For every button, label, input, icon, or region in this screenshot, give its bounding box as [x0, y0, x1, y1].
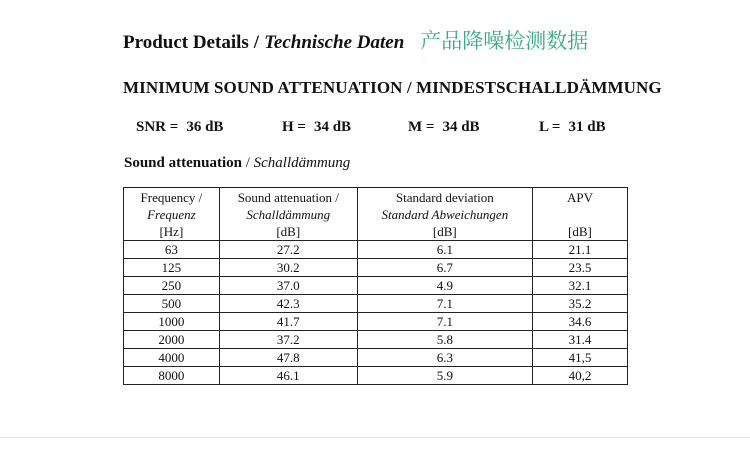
table-row — [124, 241, 628, 259]
cell-attenuation: 46.1 — [219, 367, 357, 385]
ratings-row — [0, 119, 750, 139]
rating-value: 34 dB — [442, 119, 480, 135]
header-frequency — [124, 188, 220, 241]
title-german: Technische Daten — [264, 32, 405, 53]
header-line: Sound attenuation / — [237, 190, 339, 205]
cell-std-deviation: 7.1 — [357, 313, 532, 331]
rating-m — [408, 119, 480, 136]
rating-label: SNR = — [136, 119, 179, 135]
table-row — [124, 313, 628, 331]
header-line-german: Standard Abweichungen — [381, 207, 509, 222]
page-title — [123, 25, 588, 55]
attenuation-table — [123, 187, 628, 385]
cell-std-deviation: 6.7 — [357, 259, 532, 277]
cell-apv: 31.4 — [532, 331, 627, 349]
table-row — [124, 259, 628, 277]
table-row — [124, 331, 628, 349]
cell-std-deviation: 7.1 — [357, 295, 532, 313]
rating-label: H = — [282, 119, 306, 135]
title-english: Product Details — [123, 32, 249, 53]
header-unit: [Hz] — [159, 224, 184, 239]
cell-frequency: 8000 — [124, 367, 220, 385]
cell-attenuation: 37.0 — [219, 277, 357, 295]
title-separator: / — [253, 32, 260, 53]
cell-std-deviation: 5.8 — [357, 331, 532, 349]
rating-label: L = — [539, 119, 561, 135]
bottom-divider — [0, 437, 750, 438]
title-chinese: 产品降噪检测数据 — [420, 29, 589, 53]
cell-attenuation: 27.2 — [219, 241, 357, 259]
header-standard-deviation — [357, 188, 532, 241]
section-heading — [124, 155, 350, 172]
table-row — [124, 277, 628, 295]
cell-apv: 41,5 — [532, 349, 627, 367]
table-row — [124, 295, 628, 313]
rating-h — [282, 119, 351, 136]
header-unit: [dB] — [568, 224, 592, 239]
header-line: Frequency / — [140, 190, 203, 205]
header-unit: [dB] — [276, 224, 301, 239]
rating-value: 31 dB — [568, 119, 606, 135]
cell-std-deviation: 4.9 — [357, 277, 532, 295]
cell-apv: 21.1 — [532, 241, 627, 259]
cell-apv: 35.2 — [532, 295, 627, 313]
cell-std-deviation: 6.1 — [357, 241, 532, 259]
cell-apv: 32.1 — [532, 277, 627, 295]
cell-frequency: 4000 — [124, 349, 220, 367]
rating-snr — [136, 119, 223, 136]
table-header-row — [124, 188, 628, 241]
cell-attenuation: 42.3 — [219, 295, 357, 313]
header-line: Standard deviation — [395, 190, 494, 205]
header-sound-attenuation — [219, 188, 357, 241]
cell-frequency: 125 — [124, 259, 220, 277]
table-row — [124, 367, 628, 385]
cell-frequency: 63 — [124, 241, 220, 259]
cell-apv: 23.5 — [532, 259, 627, 277]
rating-l — [539, 119, 606, 136]
header-apv — [532, 188, 627, 241]
cell-attenuation: 41.7 — [219, 313, 357, 331]
header-line-german: Schalldämmung — [246, 207, 331, 222]
header-line: APV — [566, 190, 593, 205]
cell-frequency: 2000 — [124, 331, 220, 349]
cell-apv: 40,2 — [532, 367, 627, 385]
attenuation-heading: MINIMUM SOUND ATTENUATION / MINDESTSCHALLDÄMMUNG — [123, 78, 662, 97]
cell-std-deviation: 5.9 — [357, 367, 532, 385]
cell-attenuation: 30.2 — [219, 259, 357, 277]
rating-value: 36 dB — [186, 119, 224, 135]
section-heading-german: Schalldämmung — [253, 155, 351, 171]
cell-std-deviation: 6.3 — [357, 349, 532, 367]
section-heading-english: Sound attenuation — [124, 155, 242, 171]
header-unit: [dB] — [432, 224, 457, 239]
cell-attenuation: 37.2 — [219, 331, 357, 349]
header-line-empty — [535, 206, 625, 223]
rating-value: 34 dB — [313, 119, 352, 135]
cell-frequency: 250 — [124, 277, 220, 295]
section-heading-separator: / — [245, 155, 250, 171]
cell-frequency: 1000 — [124, 313, 220, 331]
cell-attenuation: 47.8 — [219, 349, 357, 367]
header-line-german: Frequenz — [147, 207, 196, 222]
rating-label: M = — [408, 119, 435, 135]
table-row — [124, 349, 628, 367]
cell-frequency: 500 — [124, 295, 220, 313]
cell-apv: 34.6 — [532, 313, 627, 331]
